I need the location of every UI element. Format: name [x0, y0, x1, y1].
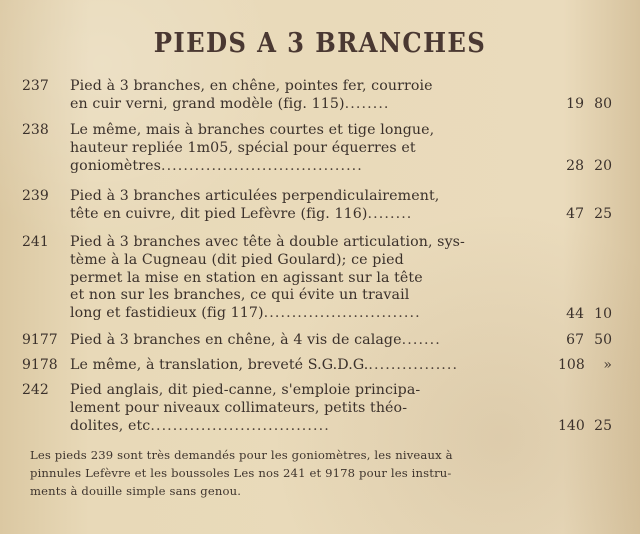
price-cents: » [603, 357, 612, 373]
price-cents: 25 [594, 418, 612, 434]
entry-description-line [70, 96, 525, 114]
entry-description [70, 122, 525, 175]
price-cents: 50 [594, 332, 612, 348]
entry-description-line: et non sur les branches, ce qui évite un travail [70, 287, 410, 304]
entry-description-text: long et fastidieux (fig 117) [70, 305, 264, 322]
entry-number: 9178 [22, 357, 58, 373]
entry-description-text: goniomètres [70, 157, 161, 174]
entry-number: 241 [22, 234, 49, 250]
price-francs: 19 [566, 96, 584, 112]
leader-dots: ....... [401, 332, 441, 348]
catalog-entry-241 [0, 234, 640, 324]
leader-dots: ............................ [263, 305, 421, 322]
price-cents: 80 [594, 96, 612, 112]
price-francs: 140 [558, 418, 585, 434]
catalog-entry-239 [0, 188, 640, 224]
catalog-entry-242 [0, 382, 640, 436]
leader-dots: .................................... [160, 157, 363, 174]
entry-number: 242 [22, 382, 49, 398]
entry-number: 237 [22, 78, 49, 94]
catalog-entry-9178 [0, 357, 640, 375]
price-cents: 20 [594, 158, 612, 174]
entry-description-line [70, 332, 525, 350]
price-francs: 28 [566, 158, 584, 174]
entry-number: 238 [22, 122, 49, 138]
price-francs: 47 [566, 206, 584, 222]
entry-description-line: Le même, mais à branches courtes et tige longue, [70, 122, 435, 138]
leader-dots: ................................ [150, 417, 330, 434]
price-francs: 108 [558, 357, 585, 373]
entry-description-line [70, 418, 525, 436]
entry-description-line: lement pour niveaux collimateurs, petits théo- [70, 399, 408, 416]
entry-description [70, 234, 525, 323]
entry-description-line [70, 158, 525, 176]
entry-description [70, 382, 525, 435]
price-francs: 67 [566, 332, 584, 348]
footer-note [30, 446, 612, 500]
entry-description [70, 357, 525, 375]
entry-description-text: Pied à 3 branches en chêne, à 4 vis de calage [70, 332, 402, 348]
entry-description-line: Pied à 3 branches, en chêne, pointes fer, courroie [70, 78, 433, 94]
entry-description-line: Pied anglais, dit pied-canne, s'emploie principa- [70, 382, 421, 398]
entry-description-line: Pied à 3 branches avec tête à double articulation, sys- [70, 234, 465, 250]
entry-description-line: hauteur repliée 1m05, spécial pour équerres et [70, 139, 416, 156]
entry-description [70, 332, 525, 350]
entry-description-line: Pied à 3 branches articulées perpendiculairement, [70, 188, 440, 204]
catalog-entry-9177 [0, 332, 640, 350]
entry-description-text: Le même, à translation, breveté S.G.D.G. [70, 357, 369, 373]
leader-dots: ........ [367, 205, 413, 222]
price-cents: 25 [594, 206, 612, 222]
price-francs: 44 [566, 306, 584, 322]
catalog-entry-237 [0, 78, 640, 114]
catalog-entry-238 [0, 122, 640, 176]
leader-dots: ................ [368, 357, 459, 373]
footer-note-line: ments à douille simple sans genou. [30, 484, 242, 498]
page-title: PIEDS A 3 BRANCHES [153, 28, 487, 59]
entry-number: 9177 [22, 332, 58, 348]
entry-description-line [70, 305, 525, 323]
entry-description [70, 78, 525, 114]
footer-note-line: pinnules Lefèvre et les boussoles Les nos 241 et 9178 pour les instru- [30, 466, 452, 480]
entry-description [70, 188, 525, 224]
footer-note-line: Les pieds 239 sont très demandés pour les goniomètres, les niveaux à [30, 448, 453, 462]
price-cents: 10 [594, 306, 612, 322]
entry-description-text: dolites, etc [70, 417, 151, 434]
entry-description-line [70, 357, 525, 375]
entry-description-line: permet la mise en station en agissant sur la tête [70, 269, 423, 286]
entry-description-text: en cuir verni, grand modèle (fig. 115) [70, 95, 345, 112]
entry-description-text: tête en cuivre, dit pied Lefèvre (fig. 116) [70, 205, 368, 222]
entry-description-line: tème à la Cugneau (dit pied Goulard); ce pied [70, 251, 404, 268]
entry-number: 239 [22, 188, 49, 204]
leader-dots: ........ [344, 95, 390, 112]
entry-description-line [70, 206, 525, 224]
